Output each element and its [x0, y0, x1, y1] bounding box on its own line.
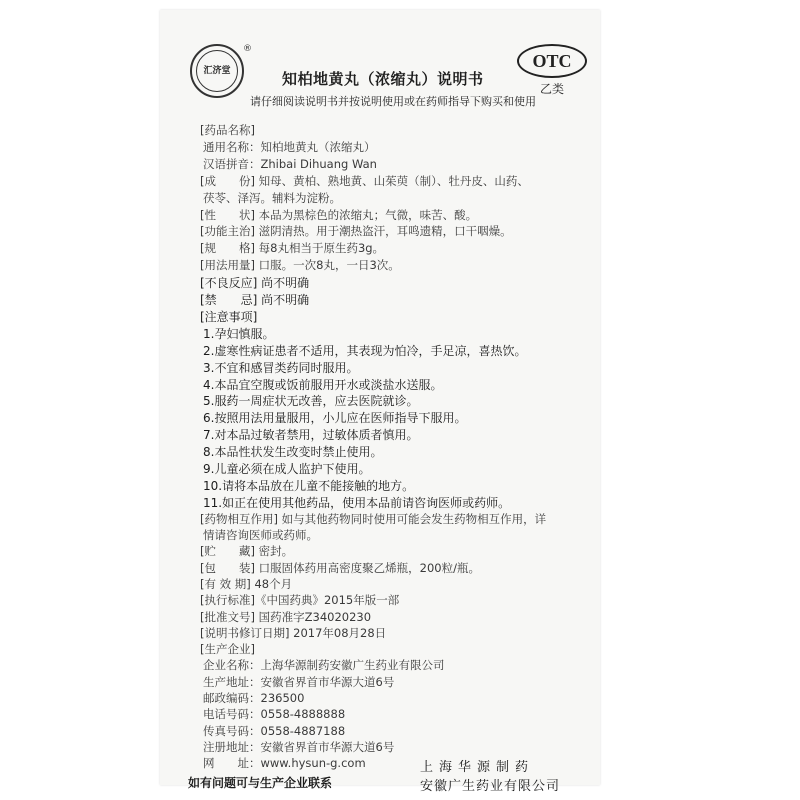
- otc-label: OTC: [532, 50, 572, 71]
- manufacturer-postcode: 邮政编码：236500: [203, 691, 305, 705]
- interactions-line-2: 情请咨询医师或药师。: [203, 528, 318, 542]
- precaution-item: 3.不宜和感冒类药同时服用。: [203, 360, 359, 375]
- package: [包 装] 口服固体药用高密度聚乙烯瓶，200粒/瓶。: [200, 560, 480, 575]
- interactions-line-1: [药物相互作用] 如与其他药物同时使用可能会发生药物相互作用，详: [200, 511, 547, 526]
- indications: [功能主治] 滋阴清热。用于潮热盗汗，耳鸣遗精，口干咽燥。: [200, 224, 512, 239]
- otc-class-label: 乙类: [540, 82, 565, 96]
- precaution-item: 4.本品宜空腹或饭前服用开水或淡盐水送服。: [203, 377, 443, 392]
- manufacturer-address: 生产地址：安徽省界首市华源大道6号: [203, 674, 395, 689]
- precaution-item: 2.虚寒性病证患者不适用，其表现为怕冷，手足凉，喜热饮。: [203, 343, 527, 358]
- company-signature: [420, 758, 560, 796]
- precaution-item: 10.请将本品放在儿童不能接触的地方。: [203, 478, 415, 493]
- company-line-1: 上海华源制药: [420, 759, 535, 775]
- standard: [执行标准]《中国药典》2015年版一部: [200, 593, 400, 608]
- revision-date: [说明书修订日期] 2017年08月28日: [200, 625, 387, 640]
- pinyin-name: 汉语拼音：Zhibai Dihuang Wan: [203, 156, 377, 171]
- manufacturer-title: [生产企业]: [200, 642, 255, 657]
- precaution-item: 8.本品性状发生改变时禁止使用。: [203, 445, 383, 460]
- section-drug-name: [药品名称]: [200, 123, 255, 137]
- registered-mark: ®: [243, 44, 252, 54]
- usage: [用法用量] 口服。一次8丸，一日3次。: [200, 258, 400, 273]
- generic-name: 通用名称：知柏地黄丸（浓缩丸）: [203, 139, 376, 154]
- adverse-reactions: [不良反应] 尚不明确: [200, 276, 310, 291]
- storage: [贮 藏] 密封。: [200, 544, 294, 559]
- ingredients-line-2: 茯苓、泽泻。辅料为淀粉。: [203, 190, 341, 205]
- precaution-item: 5.服药一周症状无改善，应去医院就诊。: [203, 394, 419, 409]
- manufacturer-website: 网 址：www.hysun-g.com: [203, 756, 366, 771]
- company-logo: [190, 44, 244, 98]
- logo-text: 汇济堂: [196, 50, 238, 92]
- precaution-item: 6.按照用法用量服用，小儿应在医师指导下服用。: [203, 411, 467, 426]
- approval-number: [批准文号] 国药准字Z34020230: [200, 609, 372, 624]
- precautions-title: [注意事项]: [200, 309, 258, 324]
- validity: [有 效 期] 48个月: [200, 576, 293, 591]
- manufacturer-phone: 电话号码：0558-4888888: [203, 707, 346, 722]
- manufacturer-name: 企业名称：上海华源制药安徽广生药业有限公司: [203, 658, 445, 673]
- precaution-item: 1.孕妇慎服。: [203, 326, 275, 341]
- precaution-item: 7.对本品过敏者禁用，过敏体质者慎用。: [203, 428, 419, 443]
- manufacturer-reg-address: 注册地址：安徽省界首市华源大道6号: [203, 739, 395, 754]
- document-title: 知柏地黄丸（浓缩丸）说明书: [282, 70, 484, 88]
- otc-badge: [517, 44, 587, 78]
- company-line-2: 安徽广生药业有限公司: [420, 778, 561, 794]
- character: [性 状] 本品为黑棕色的浓缩丸；气微，味苦、酸。: [200, 207, 478, 222]
- precaution-item: 11.如正在使用其他药品，使用本品前请咨询医师或药师。: [203, 495, 511, 510]
- ingredients-line-1: [成 份] 知母、黄柏、熟地黄、山茱萸（制）、牡丹皮、山药、: [200, 173, 529, 188]
- precaution-item: 9.儿童必须在成人监护下使用。: [203, 462, 371, 476]
- specification: [规 格] 每8丸相当于原生药3g。: [200, 241, 385, 256]
- contraindications: [禁 忌] 尚不明确: [200, 293, 310, 307]
- contact-note: 如有问题可与生产企业联系: [188, 775, 333, 790]
- manufacturer-fax: 传真号码：0558-4887188: [203, 723, 346, 738]
- document-subtitle: 请仔细阅读说明书并按说明使用或在药师指导下购买和使用: [250, 95, 536, 108]
